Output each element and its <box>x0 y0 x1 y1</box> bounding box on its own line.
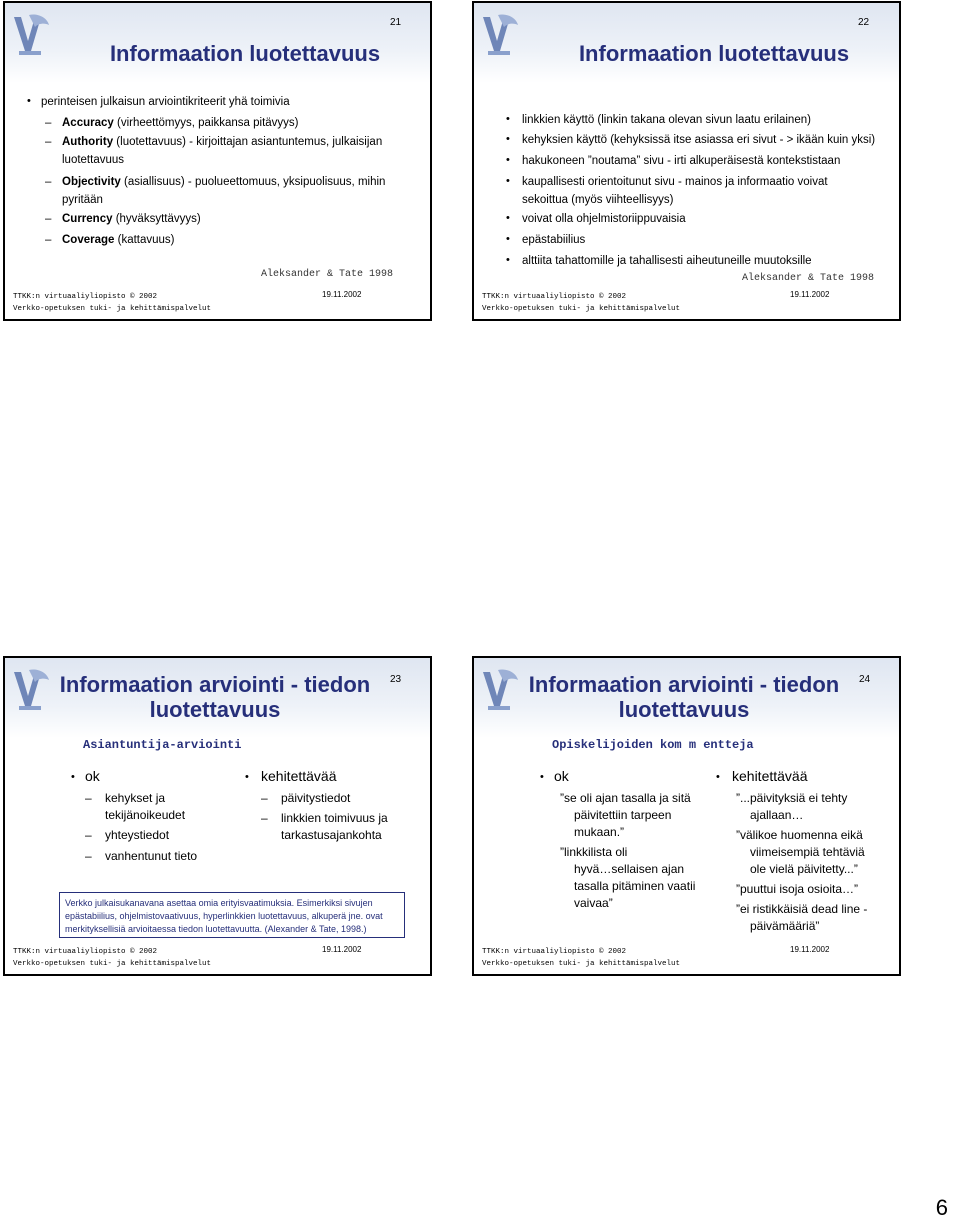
bullet-icon: • <box>506 154 510 166</box>
column-heading-ok: ok <box>554 768 569 784</box>
quote-line: ”puuttui isoja osioita…” <box>736 882 859 896</box>
sub-bullet: – <box>45 234 52 246</box>
list-item: vanhentunut tieto <box>105 849 198 863</box>
quote-line: viimeisempiä tehtäviä <box>750 845 865 859</box>
sub-bullet: – <box>261 811 268 825</box>
list-item: linkkien toimivuus ja <box>281 811 388 825</box>
criterion-currency: Currency (hyväksyttävyys) <box>62 213 201 225</box>
list-item: tarkastusajankohta <box>281 828 382 842</box>
bullet-text-cont: sekoittua (myös viihteellisyys) <box>522 194 674 206</box>
footer-unit: Verkko-opetuksen tuki- ja kehittämispalvelut <box>482 960 681 968</box>
slide-number: 22 <box>858 17 870 28</box>
bullet-icon: • <box>506 233 510 245</box>
slide-number: 21 <box>390 17 402 28</box>
criterion-accuracy: Accuracy (virheettömyys, paikkansa pitävyys) <box>62 117 299 129</box>
bullet-text: kaupallisesti orientoitunut sivu - mainos ja informaatio voivat <box>522 176 828 188</box>
bullet-icon: • <box>540 771 544 783</box>
column-heading-improve: kehitettävää <box>732 768 808 784</box>
sub-bullet: – <box>261 791 268 805</box>
footer-date: 19.11.2002 <box>322 290 362 299</box>
slide-title-line-1: Informaation arviointi - tiedon <box>528 672 840 697</box>
bullet-icon: • <box>506 254 510 266</box>
slide-title-line-2: luotettavuus <box>149 697 281 722</box>
bullet-icon: • <box>27 95 31 107</box>
source-citation: Aleksander & Tate 1998 <box>261 269 394 280</box>
sub-bullet: – <box>45 176 52 188</box>
bullet-icon: • <box>506 212 510 224</box>
slide-21 <box>3 1 432 321</box>
bullet-text: hakukoneen ”noutama” sivu - irti alkuperäisestä kontekstistaan <box>522 155 841 167</box>
note-box: Verkko julkaisukanavana asettaa omia erityisvaatimuksia. Esimerkiksi sivujen epästabiilius, ohjelmistovaativuus, hyperlinkkien luotettavuus, alkuperä jne. ovat merkityksellisiä arvioitaessa tiedon luotettavuutta. (Alexander & Tate, 1998.) <box>59 892 405 938</box>
list-item: päivitystiedot <box>281 791 351 805</box>
sub-bullet: – <box>45 117 52 129</box>
quote-line: ”välikoe huomenna eikä <box>736 828 863 842</box>
sub-bullet: – <box>45 213 52 225</box>
footer-date: 19.11.2002 <box>322 945 362 954</box>
slide-24 <box>472 656 901 976</box>
footer-copyright: TTKK:n virtuaaliyliopisto © 2002 <box>482 293 627 301</box>
quote-line: ”linkkilista oli <box>560 845 628 859</box>
source-citation: Aleksander & Tate 1998 <box>742 273 875 284</box>
quote-line: hyvä…sellaisen ajan <box>574 862 685 876</box>
bullet-icon: • <box>506 113 510 125</box>
university-logo-icon <box>11 666 53 714</box>
bullet-icon: • <box>716 771 720 783</box>
section-subheading: Opiskelijoiden kom m entteja <box>552 738 754 752</box>
bullet-icon: • <box>245 771 249 783</box>
bullet-icon: • <box>506 175 510 187</box>
quote-line: ole vielä päivitetty...” <box>750 862 858 876</box>
footer-copyright: TTKK:n virtuaaliyliopisto © 2002 <box>13 948 158 956</box>
slide-title: Informaation luotettavuus <box>109 41 381 66</box>
slide-22 <box>472 1 901 321</box>
quote-line: päivämääriä” <box>750 919 820 933</box>
footer-copyright: TTKK:n virtuaaliyliopisto © 2002 <box>482 948 627 956</box>
column-heading-improve: kehitettävää <box>261 768 337 784</box>
quote-line: päivitettiin tarpeen <box>574 808 672 822</box>
slide-number: 23 <box>390 674 402 685</box>
list-item: tekijänoikeudet <box>105 808 186 822</box>
slide-title-line-1: Informaation arviointi - tiedon <box>59 672 371 697</box>
slide-number: 24 <box>859 674 871 685</box>
footer-date: 19.11.2002 <box>790 945 830 954</box>
university-logo-icon <box>480 11 522 59</box>
footer-copyright: TTKK:n virtuaaliyliopisto © 2002 <box>13 293 158 301</box>
bullet-text: epästabiilius <box>522 234 586 246</box>
slide-23 <box>3 656 432 976</box>
criterion-coverage: Coverage (kattavuus) <box>62 234 175 246</box>
slide-title-line-2: luotettavuus <box>618 697 750 722</box>
bullet-icon: • <box>506 133 510 145</box>
bullet-icon: • <box>71 771 75 783</box>
list-item: kehykset ja <box>105 791 166 805</box>
university-logo-icon <box>11 11 53 59</box>
bullet-text: alttiita tahattomille ja tahallisesti aiheutuneille muutoksille <box>522 255 812 267</box>
quote-line: mukaan.” <box>574 825 625 839</box>
sub-bullet: – <box>45 136 52 148</box>
section-subheading: Asiantuntija-arviointi <box>83 738 242 752</box>
quote-line: ”se oli ajan tasalla ja sitä <box>560 791 691 805</box>
quote-line: ajallaan… <box>750 808 804 822</box>
footer-unit: Verkko-opetuksen tuki- ja kehittämispalvelut <box>13 305 212 313</box>
list-item: yhteystiedot <box>105 828 170 842</box>
quote-line: tasalla pitäminen vaatii <box>574 879 696 893</box>
criterion-authority: Authority (luotettavuus) - kirjoittajan asiantuntemus, julkaisijan <box>62 136 383 148</box>
bullet-text: linkkien käyttö (linkin takana olevan sivun laatu erilainen) <box>522 114 811 126</box>
bullet-text: kehyksien käyttö (kehyksissä itse asiassa eri sivut - > ikään kuin yksi) <box>522 134 876 146</box>
slide-title: Informaation luotettavuus <box>578 41 850 66</box>
sub-bullet: – <box>85 791 92 805</box>
slide-title <box>524 672 844 722</box>
slide-title <box>55 672 375 722</box>
criterion-authority-cont: luotettavuus <box>62 154 125 166</box>
quote-line: ”...päivityksiä ei tehty <box>736 791 848 805</box>
university-logo-icon <box>480 666 522 714</box>
bullet-text: perinteisen julkaisun arviointikriteerit yhä toimivia <box>41 96 290 108</box>
criterion-objectivity: Objectivity (asiallisuus) - puolueettomuus, yksipuolisuus, mihin <box>62 176 386 188</box>
sub-bullet: – <box>85 828 92 842</box>
bullet-text: voivat olla ohjelmistoriippuvaisia <box>522 213 686 225</box>
quote-line: vaivaa” <box>574 896 613 910</box>
sub-bullet: – <box>85 849 92 863</box>
footer-date: 19.11.2002 <box>790 290 830 299</box>
criterion-objectivity-cont: pyritään <box>62 194 103 206</box>
quote-line: ”ei ristikkäisiä dead line - <box>736 902 868 916</box>
column-heading-ok: ok <box>85 768 100 784</box>
page-number: 6 <box>935 1195 948 1220</box>
footer-unit: Verkko-opetuksen tuki- ja kehittämispalvelut <box>13 960 212 968</box>
footer-unit: Verkko-opetuksen tuki- ja kehittämispalvelut <box>482 305 681 313</box>
